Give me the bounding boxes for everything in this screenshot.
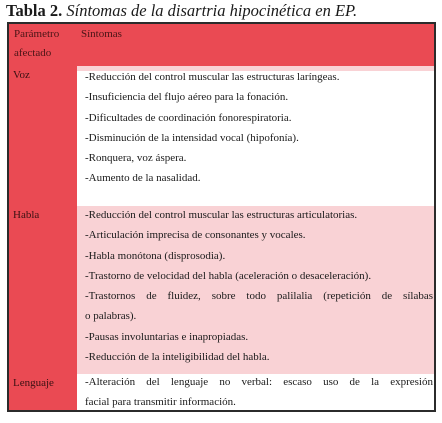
row-symptoms-lenguaje bbox=[85, 372, 433, 413]
symptom-item: -Pausas involuntarias e inapropiadas. bbox=[85, 330, 249, 343]
symptom-item: -Reducción del control muscular las estructuras articulatorias. bbox=[85, 209, 358, 221]
header-symptoms: Síntomas bbox=[81, 28, 122, 40]
row-symptoms-voz bbox=[85, 67, 433, 189]
symptom-item: -Trastornos de fluidez, sobre todo palilalia (repetición de sílabas bbox=[85, 290, 433, 303]
symptom-item: -Trastorno de velocidad del habla (aceleración o desaceleración). bbox=[85, 269, 372, 282]
caption-label: Tabla 2. bbox=[6, 1, 63, 20]
symptom-item: -Aumento de la nasalidad. bbox=[85, 172, 201, 185]
caption-title: Síntomas de la disartria hipocinética en EP. bbox=[66, 1, 358, 20]
symptom-item: -Dificultades de coordinación fonorespiratoria. bbox=[85, 111, 292, 124]
row-parameter-habla: Habla bbox=[9, 206, 77, 374]
symptom-item: -Articulación imprecisa de consonantes y vocales. bbox=[85, 229, 306, 242]
table-caption bbox=[6, 1, 357, 21]
table-header-row bbox=[9, 24, 434, 66]
symptom-item: -Reducción del control muscular las estructuras laríngeas. bbox=[85, 71, 340, 83]
symptom-item: facial para transmitir información. bbox=[85, 396, 236, 409]
symptom-item: -Alteración del lenguaje no verbal: escaso uso de la expresión bbox=[85, 376, 433, 388]
symptom-item: -Ronquera, voz áspera. bbox=[85, 152, 187, 165]
row-symptoms-habla bbox=[85, 205, 433, 367]
symptom-item: o palabras). bbox=[85, 310, 137, 323]
symptom-item: -Habla monótona (disprosodia). bbox=[85, 249, 226, 262]
header-parameter: Parámetro afectado bbox=[14, 28, 60, 59]
symptom-item: -Insuficiencia del flujo aéreo para la fonación. bbox=[85, 91, 289, 104]
row-parameter-voz: Voz bbox=[9, 66, 77, 206]
symptom-item: -Reducción de la inteligibilidad del habla. bbox=[85, 351, 270, 364]
symptoms-table bbox=[7, 22, 436, 412]
symptom-item: -Disminución de la intensidad vocal (hipofonía). bbox=[85, 131, 299, 144]
row-parameter-lenguaje: Lenguaje bbox=[9, 374, 77, 410]
